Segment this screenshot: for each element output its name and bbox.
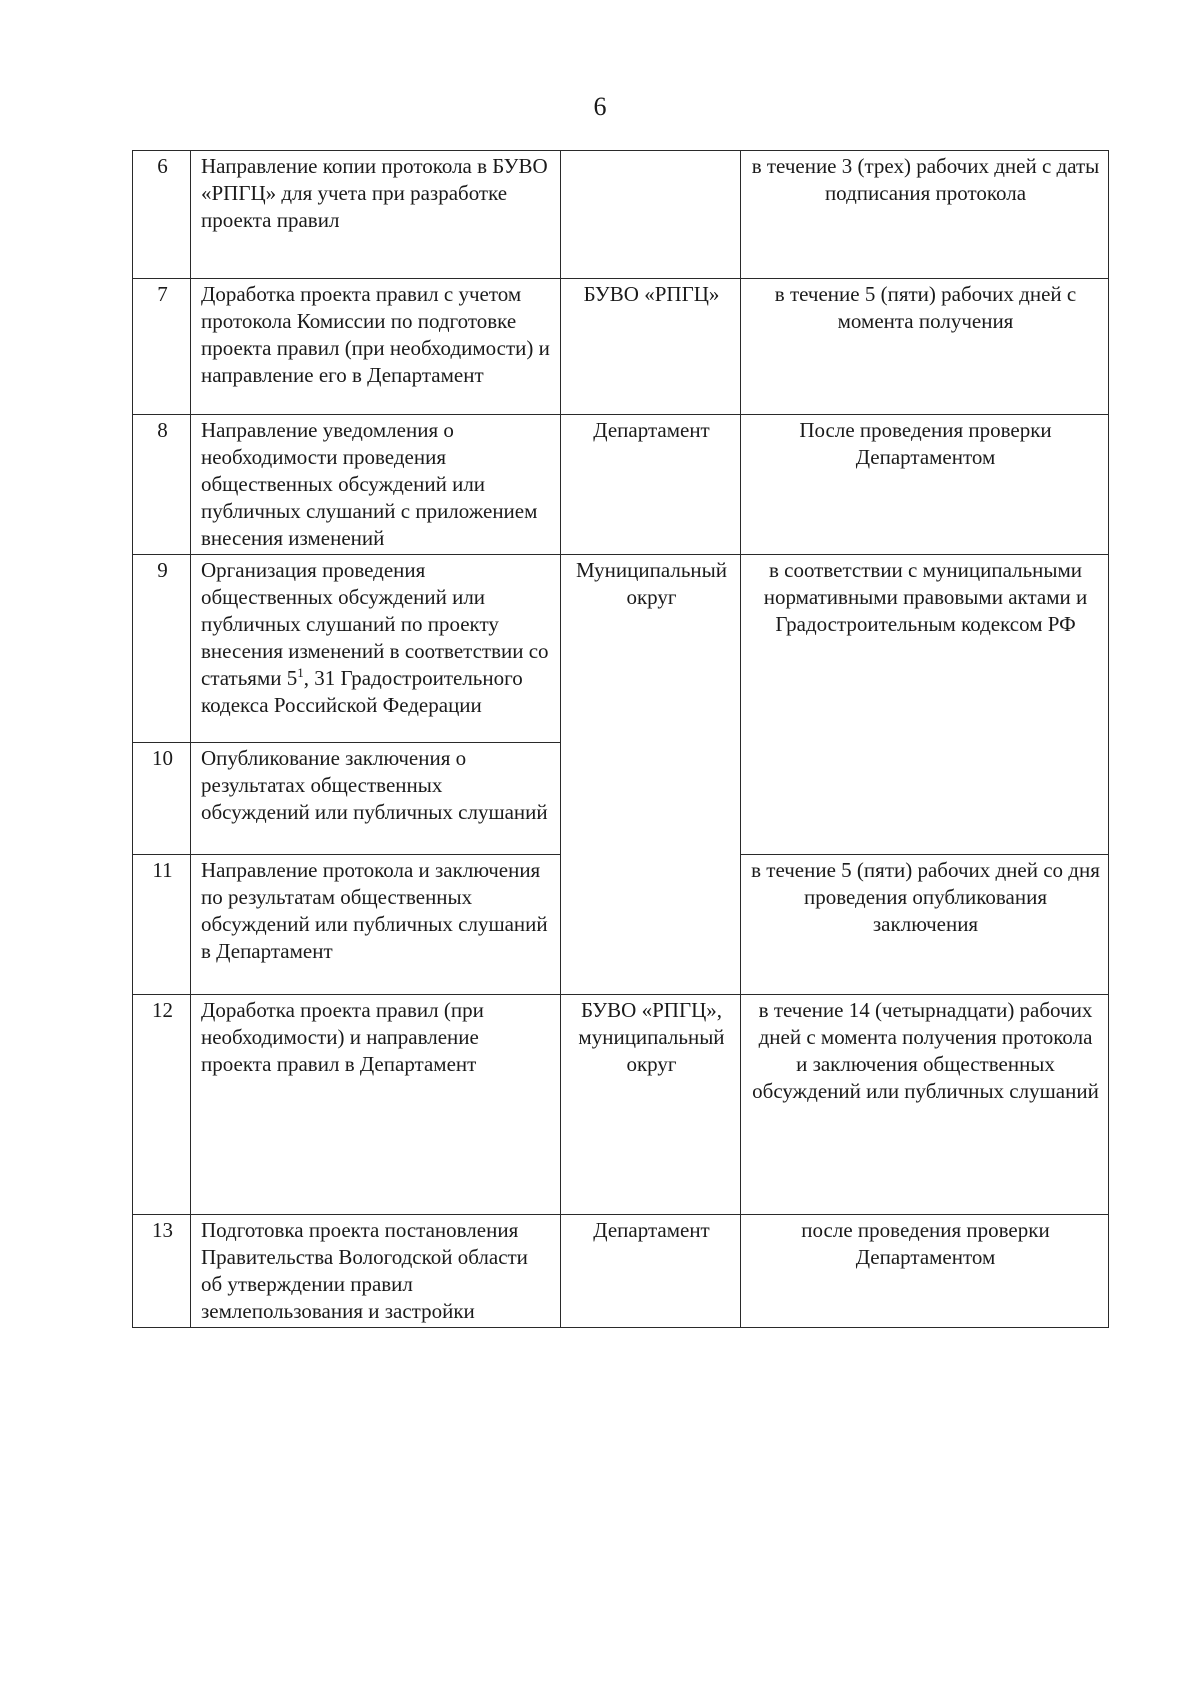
row-term: в течение 14 (четырнадцати) рабочих дней с момента получения протокола и заключения общественных обсуждений или публичных слушаний xyxy=(741,995,1109,1215)
row-action-text-end: , 31 Градостроительного кодекса Российской Федерации xyxy=(201,666,523,717)
row-action: Направление протокола и заключения по результатам общественных обсуждений или публичных слушаний в Департамент xyxy=(191,855,561,995)
row-number: 10 xyxy=(133,743,191,855)
row-number: 7 xyxy=(133,279,191,415)
row-responsible xyxy=(561,151,741,279)
merged-responsible: Муниципальный округ xyxy=(561,555,741,995)
row-action: Подготовка проекта постановления Правительства Вологодской области об утверждении правил землепользования и застройки xyxy=(191,1215,561,1328)
row-action-text: Организация проведения общественных обсуждений или публичных слушаний по проекту внесения изменений в соответствии со статьями 5 xyxy=(201,558,549,690)
row-responsible: БУВО «РПГЦ» xyxy=(561,279,741,415)
page-number: 6 xyxy=(593,92,607,121)
row-number: 12 xyxy=(133,995,191,1215)
row-term: в течение 3 (трех) рабочих дней с даты подписания протокола xyxy=(741,151,1109,279)
row-term: после проведения проверки Департаментом xyxy=(741,1215,1109,1328)
table-row xyxy=(133,279,1109,415)
procedure-table xyxy=(132,150,1109,1328)
row-action: Направление копии протокола в БУВО «РПГЦ» для учета при разработке проекта правил xyxy=(191,151,561,279)
superscript: 1 xyxy=(297,665,304,680)
table-row xyxy=(133,555,1109,743)
row-responsible: Департамент xyxy=(561,1215,741,1328)
row-term: в течение 5 (пяти) рабочих дней с момента получения xyxy=(741,279,1109,415)
row-action: Направление уведомления о необходимости проведения общественных обсуждений или публичных слушаний с приложением внесения изменений xyxy=(191,415,561,555)
merged-term: в соответствии с муниципальными нормативными правовыми актами и Градостроительным кодексом РФ xyxy=(741,555,1109,855)
row-action: Доработка проекта правил с учетом протокола Комиссии по подготовке проекта правил (при необходимости) и направление его в Департамент xyxy=(191,279,561,415)
row-responsible: Департамент xyxy=(561,415,741,555)
row-number: 13 xyxy=(133,1215,191,1328)
row-number: 9 xyxy=(133,555,191,743)
row-number: 6 xyxy=(133,151,191,279)
row-action: Доработка проекта правил (при необходимости) и направление проекта правил в Департамент xyxy=(191,995,561,1215)
row-number: 11 xyxy=(133,855,191,995)
row-responsible: БУВО «РПГЦ», муниципальный округ xyxy=(561,995,741,1215)
table-row xyxy=(133,415,1109,555)
table-row xyxy=(133,151,1109,279)
row-term: в течение 5 (пяти) рабочих дней со дня проведения опубликования заключения xyxy=(741,855,1109,995)
table-row xyxy=(133,1215,1109,1328)
row-action xyxy=(191,555,561,743)
row-action: Опубликование заключения о результатах общественных обсуждений или публичных слушаний xyxy=(191,743,561,855)
table-row xyxy=(133,995,1109,1215)
row-number: 8 xyxy=(133,415,191,555)
row-term: После проведения проверки Департаментом xyxy=(741,415,1109,555)
